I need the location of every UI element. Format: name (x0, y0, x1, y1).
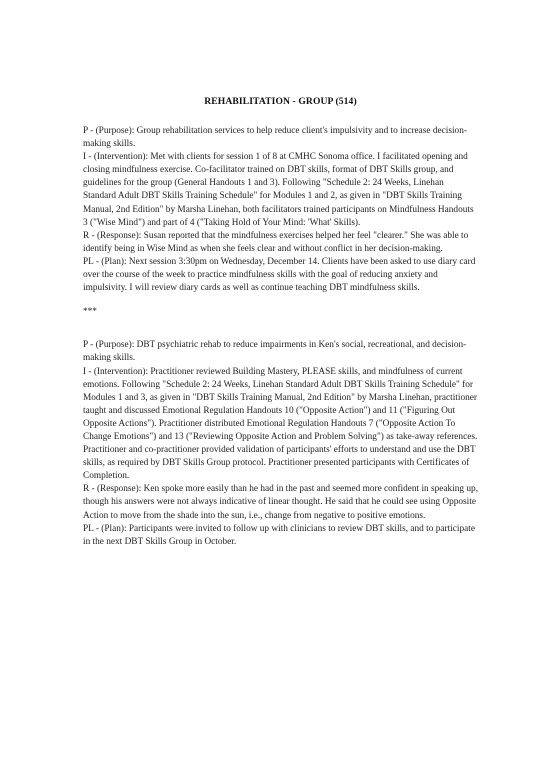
progress-note-1 (83, 125, 478, 295)
document-page (83, 96, 478, 549)
note-purpose: P - (Purpose): DBT psychiatric rehab to reduce impairments in Ken's social, recreational, and decision-making skills. (83, 340, 467, 364)
note-plan: PL - (Plan): Participants were invited to follow up with clinicians to review DBT skills, and to participate in the next DBT Skills Group in October. (83, 523, 475, 547)
note-plan: PL - (Plan): Next session 3:30pm on Wednesday, December 14. Clients have been asked to use diary card over the course of the week to practice mindfulness skills with the goal of reducing anxiety and impulsivity. I will review diary cards as well as continue teaching DBT mindfulness skills. (83, 256, 476, 294)
note-response: R - (Response): Ken spoke more easily than he had in the past and seemed more confident in speaking up, though his answers were not always indicative of linear thought. He said that he could see using Opposite Action to move from the shade into the sun, i.e., change from negative to positive emotions. (83, 484, 479, 521)
progress-note-2 (83, 339, 478, 549)
note-separator: *** (83, 307, 97, 318)
note-intervention: I - (Intervention): Met with clients for session 1 of 8 at CMHC Sonoma office. I facilitated opening and closing mindfulness exercise. Co-facilitator trained on DBT skills, format of DBT Skills group, and guidelines for the group (General Handouts 1 and 3). Following "Schedule 2: 24 Weeks, Linehan Standard Adult DBT Skills Training Schedule" for Modules 1 and 2, as given in "DBT Skills Training Manual, 2nd Edition" by Marsha Linehan, both facilitators trained participants on Mindfulness Handouts 3 ("Wise Mind") and part of 4 ("Taking Hold of Your Mind: 'What' Skills). (83, 152, 474, 228)
note-intervention: I - (Intervention): Practitioner reviewed Building Mastery, PLEASE skills, and mindfulness of current emotions. Following "Schedule 2: 24 Weeks, Linehan Standard Adult DBT Skills Training Schedule" for Modules 1 and 3, as given in "DBT Skills Training Manual, 2nd Edition" by Marsha Linehan, practitioner taught and discussed Emotional Regulation Handouts 10 ("Opposite Action") and 11 ("Figuring Out Opposite Actions"). Practitioner distributed Emotional Regulation Handouts 7 ("Opposite Action To Change Emotions") and 13 ("Reviewing Opposite Action and Problem Solving") as take-away references. Practitioner and co-practitioner provided validation of participants' efforts to understand and use the DBT skills, as required by DBT Skills Group protocol. Practitioner presented participants with Certificates of Completion. (83, 366, 478, 482)
document-title: REHABILITATION - GROUP (514) (204, 96, 357, 107)
note-response: R - (Response): Susan reported that the mindfulness exercises helped her feel "clearer." She was able to identify being in Wise Mind as when she feels clear and without conflict in her decision-making. (83, 230, 469, 254)
note-purpose: P - (Purpose): Group rehabilitation services to help reduce client's impulsivity and to increase decision-making skills. (83, 126, 467, 150)
